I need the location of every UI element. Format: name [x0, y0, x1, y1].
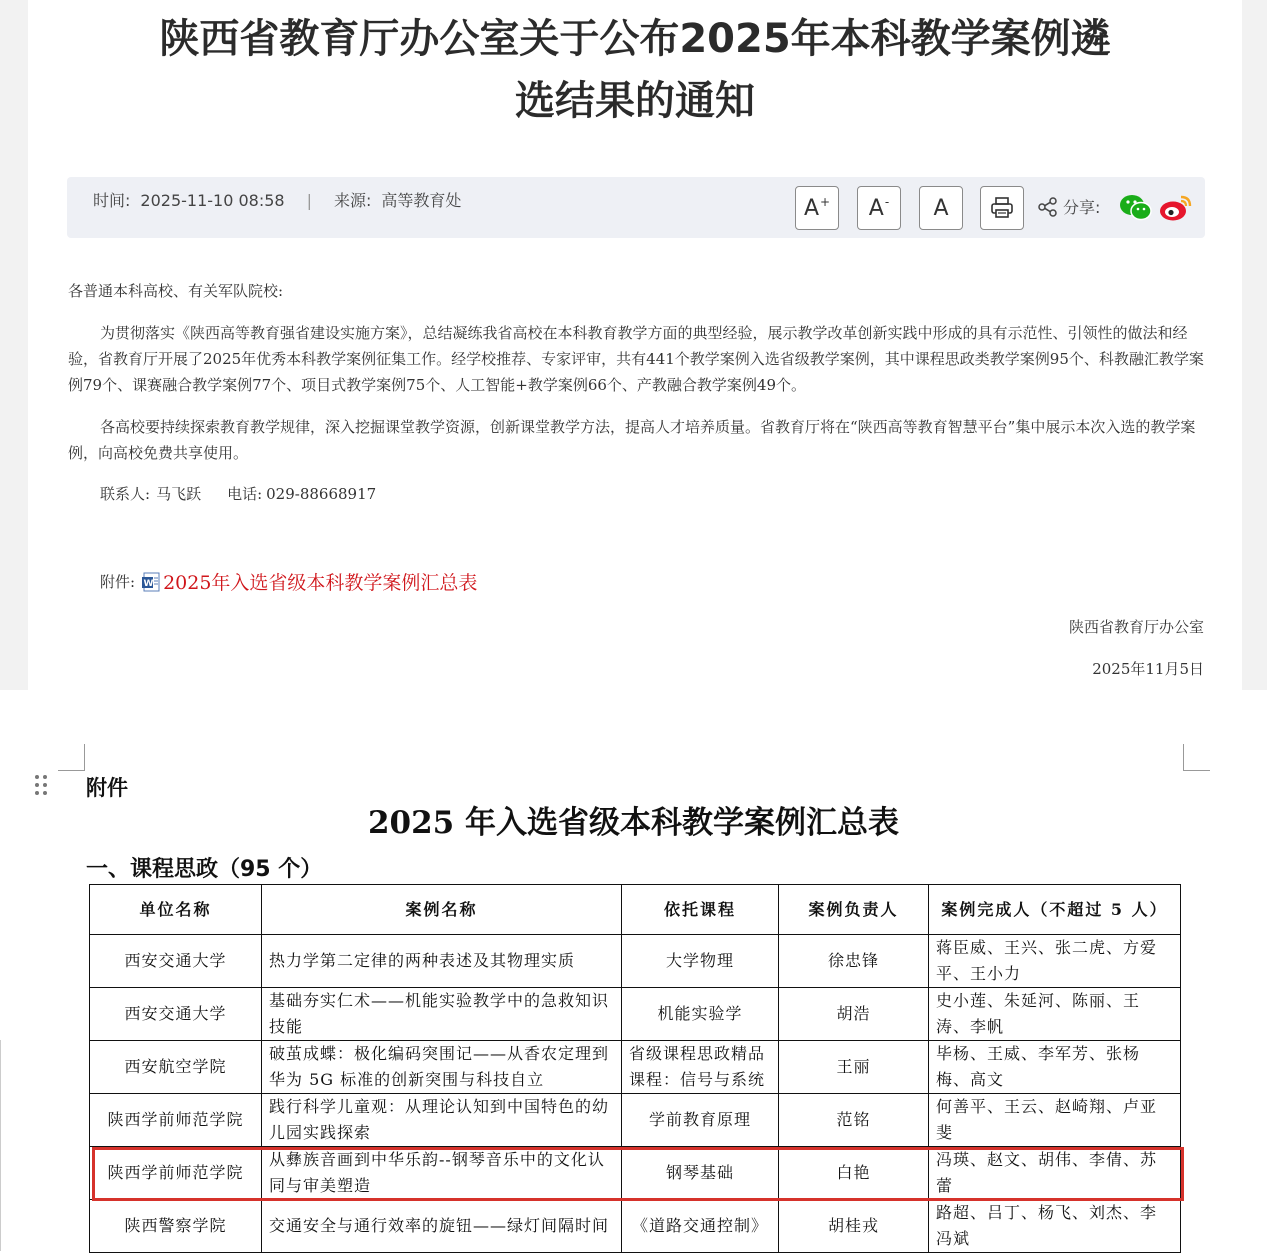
- print-icon: [990, 197, 1014, 219]
- table-row: [90, 1200, 1181, 1253]
- cell-unit: 陕西学前师范学院: [90, 1147, 262, 1200]
- page-corner-mark-right: [1183, 744, 1210, 771]
- contact-line: [100, 481, 376, 507]
- attachment-link[interactable]: 2025年入选省级本科教学案例汇总表: [163, 572, 478, 594]
- minus-icon: -: [884, 195, 890, 209]
- share-label: 分享:: [1063, 198, 1101, 217]
- notice-content: [28, 0, 1242, 690]
- contact-label: 联系人:: [100, 485, 151, 503]
- cell-unit: 陕西学前师范学院: [90, 1094, 262, 1147]
- font-reset-label: A: [933, 195, 949, 221]
- cell-unit: 西安交通大学: [90, 988, 262, 1041]
- notice-title: [28, 8, 1242, 132]
- paragraph-2: 各高校要持续探索教育教学规律，深入挖掘课堂教学资源，创新课堂教学方法，提高人才培养质量。省教育厅将在“陕西高等教育智慧平台”集中展示本次入选的教学案例，向高校免费共享使用。: [68, 418, 1196, 462]
- cell-course: 省级课程思政精品课程：信号与系统: [622, 1041, 779, 1094]
- cell-case: 热力学第二定律的两种表述及其物理实质: [262, 935, 622, 988]
- cell-lead: 胡桂戎: [779, 1200, 929, 1253]
- drag-handle-icon[interactable]: [34, 774, 48, 800]
- highlight-box: [92, 1147, 1184, 1201]
- doc-title: 2025 年入选省级本科教学案例汇总表: [367, 805, 900, 841]
- sign-date: 2025年11月5日: [1092, 660, 1204, 678]
- col-header-members: 案例完成人（不超过 5 人）: [929, 885, 1181, 935]
- cell-lead: 白艳: [779, 1147, 929, 1200]
- doc-attachment-heading: 附件: [86, 776, 128, 800]
- font-decrease-label: A: [868, 195, 884, 221]
- cell-course: 大学物理: [622, 935, 779, 988]
- plus-icon: +: [820, 195, 831, 209]
- phone-label: 电话:: [227, 485, 263, 503]
- weibo-share-button[interactable]: [1159, 193, 1193, 227]
- cell-unit: 西安航空学院: [90, 1041, 262, 1094]
- cell-members: 何善平、王云、赵崎翔、卢亚斐: [929, 1094, 1181, 1147]
- cell-case: 践行科学儿童观：从理论认知到中国特色的幼儿园实践探索: [262, 1094, 622, 1147]
- cell-lead: 胡浩: [779, 988, 929, 1041]
- cell-course: 钢琴基础: [622, 1147, 779, 1200]
- table-row: [90, 1094, 1181, 1147]
- font-increase-label: A: [803, 195, 819, 221]
- share-area: [1037, 195, 1100, 218]
- col-header-course: 依托课程: [622, 885, 779, 935]
- cell-members: 路超、吕丁、杨飞、刘杰、李冯斌: [929, 1200, 1181, 1253]
- source-label: 来源:: [333, 191, 372, 210]
- page-edge-line: [0, 1040, 1, 1251]
- contact-name: 马飞跃: [156, 485, 202, 503]
- cell-members: 毕杨、王威、李军芳、张杨梅、高文: [929, 1041, 1181, 1094]
- doc-section-heading: 一、课程思政（95 个）: [86, 857, 323, 882]
- col-header-case: 案例名称: [262, 885, 622, 935]
- cell-case: 基础夯实仁术——机能实验教学中的急救知识技能: [262, 988, 622, 1041]
- cell-course: 机能实验学: [622, 988, 779, 1041]
- cell-members: 史小莲、朱延河、陈丽、王涛、李帆: [929, 988, 1181, 1041]
- meta-separator: |: [306, 191, 312, 210]
- cell-lead: 王丽: [779, 1041, 929, 1094]
- time-label: 时间:: [93, 191, 131, 210]
- wechat-icon: [1119, 194, 1153, 222]
- svg-text:W: W: [143, 578, 154, 589]
- table-row: [90, 1041, 1181, 1094]
- notice-title-line2: 选结果的通知: [515, 78, 755, 124]
- font-reset-button[interactable]: [919, 186, 963, 230]
- cell-lead: 范铭: [779, 1094, 929, 1147]
- cell-members: 冯瑛、赵文、胡伟、李倩、苏蕾: [929, 1147, 1181, 1200]
- attachment-label: 附件:: [100, 573, 136, 591]
- col-header-lead: 案例负责人: [779, 885, 929, 935]
- signer: 陕西省教育厅办公室: [1068, 618, 1204, 636]
- greeting: 各普通本科高校、有关军队院校:: [68, 282, 284, 300]
- font-decrease-button[interactable]: [857, 186, 901, 230]
- cell-unit: 西安交通大学: [90, 935, 262, 988]
- page-corner-mark-left: [58, 744, 85, 771]
- col-header-unit: 单位名称: [90, 885, 262, 935]
- time-value: 2025-11-10 08:58: [140, 191, 285, 210]
- notice-title-line1: 陕西省教育厅办公室关于公布2025年本科教学案例遴: [159, 16, 1111, 62]
- table-row: [90, 935, 1181, 988]
- cell-unit: 陕西警察学院: [90, 1200, 262, 1253]
- meta-bar: [67, 177, 1205, 238]
- weibo-icon: [1159, 193, 1193, 223]
- paragraph-1: 为贯彻落实《陕西高等教育强省建设实施方案》，总结凝练我省高校在本科教育教学方面的典型经验，展示教学改革创新实践中形成的具有示范性、引领性的做法和经验，省教育厅开展了2025年优秀本科教学案例征集工作。经学校推荐、专家评审，共有441个教学案例入选省级教学案例，其中课程思政类教学案例95个、科教融汇教学案例79个、课赛融合教学案例77个、项目式教学案例75个、人工智能+教学案例66个、产教融合教学案例49个。: [68, 324, 1204, 394]
- cell-case: 破茧成蝶：极化编码突围记——从香农定理到华为 5G 标准的创新突围与科技自立: [262, 1041, 622, 1094]
- cell-case: 交通安全与通行效率的旋钮——绿灯间隔时间: [262, 1200, 622, 1253]
- table-header-row: [90, 885, 1181, 935]
- share-icon: [1037, 196, 1059, 218]
- word-doc-icon: [141, 572, 161, 592]
- print-button[interactable]: [980, 186, 1024, 230]
- cell-lead: 徐忠锋: [779, 935, 929, 988]
- cell-course: 学前教育原理: [622, 1094, 779, 1147]
- source-value: 高等教育处: [381, 191, 462, 210]
- cell-case: 从彝族音画到中华乐韵--钢琴音乐中的文化认同与审美塑造: [262, 1147, 622, 1200]
- cell-course: 《道路交通控制》: [622, 1200, 779, 1253]
- attachment-line: [100, 568, 477, 595]
- table-row: [90, 988, 1181, 1041]
- meta-info: [93, 190, 461, 212]
- wechat-share-button[interactable]: [1119, 194, 1153, 226]
- font-increase-button[interactable]: [795, 186, 839, 230]
- phone-value: 029-88668917: [266, 485, 377, 503]
- cell-members: 蒋臣威、王兴、张二虎、方爱平、王小力: [929, 935, 1181, 988]
